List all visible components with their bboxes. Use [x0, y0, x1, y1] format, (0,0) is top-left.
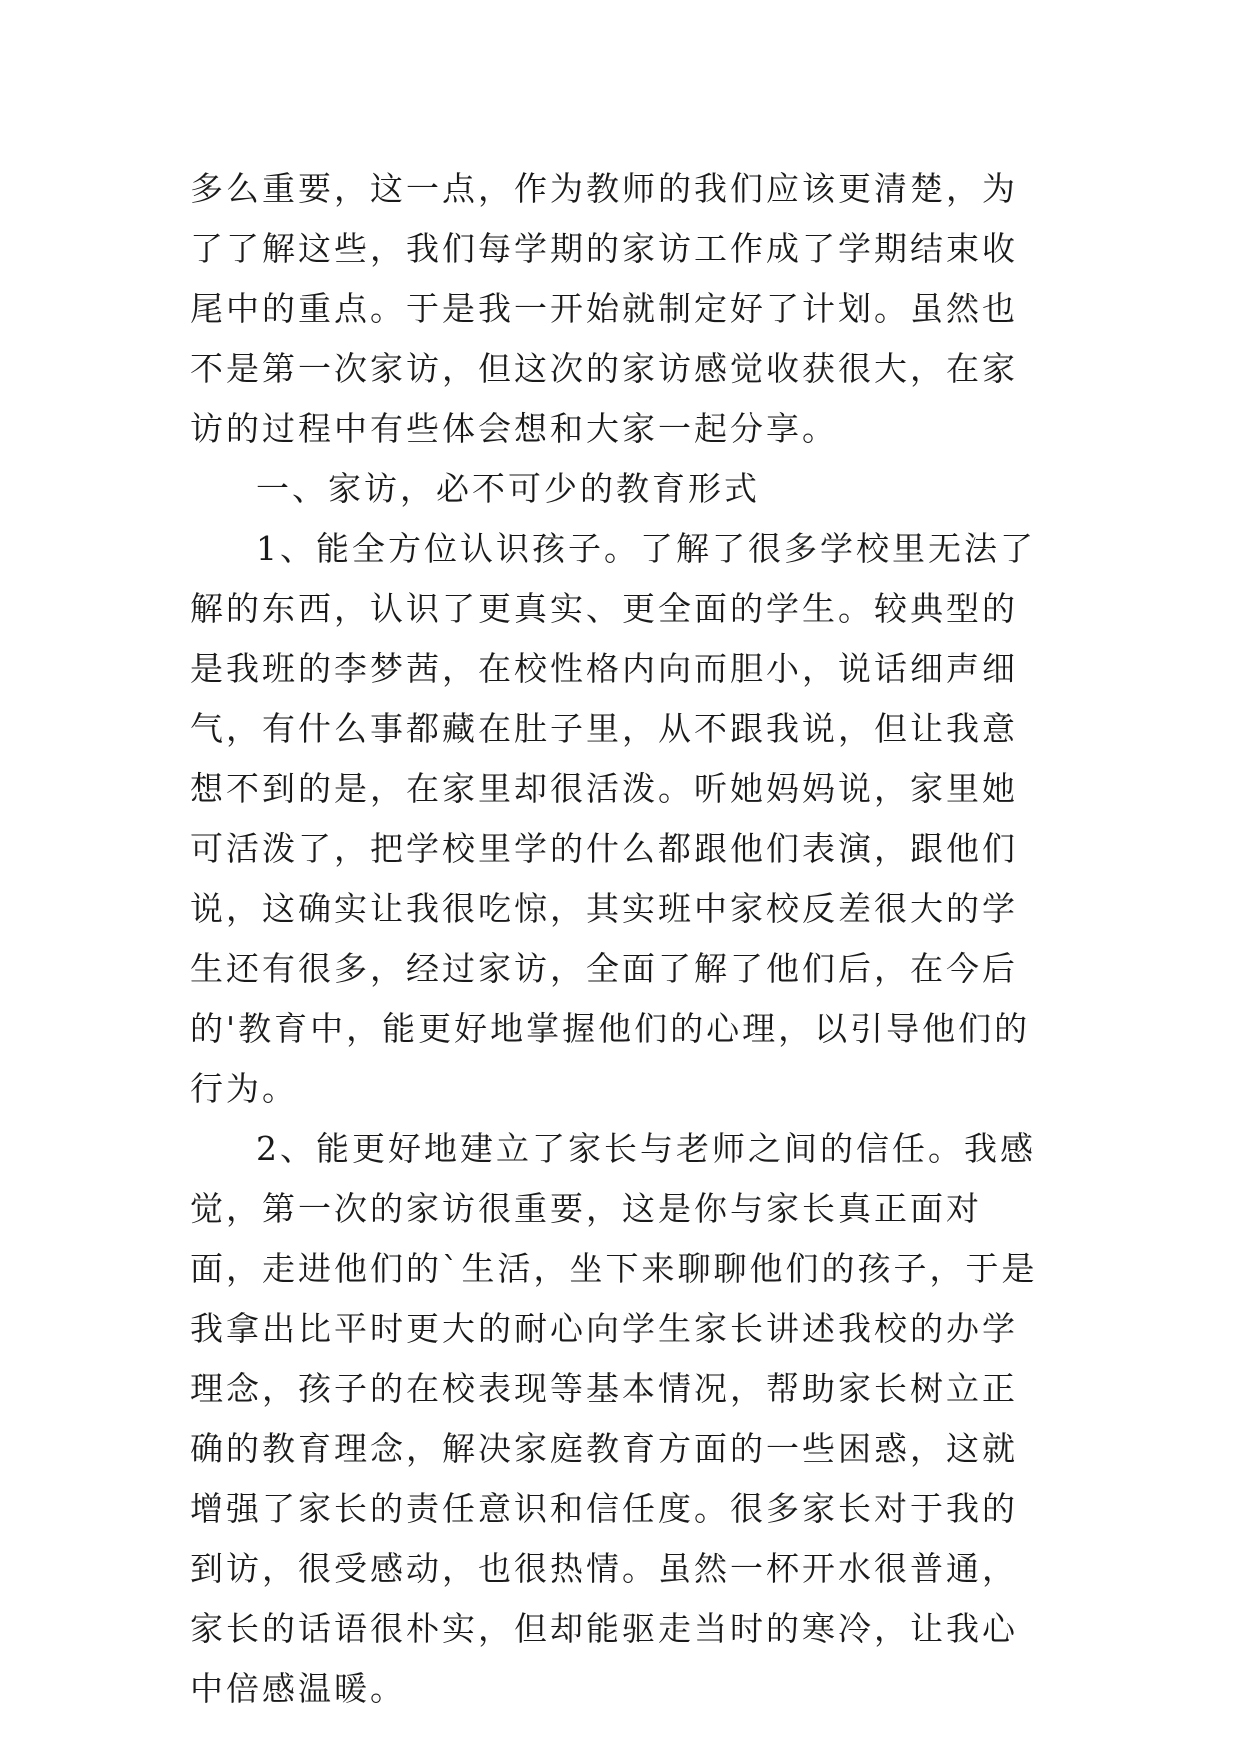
paragraph-point-2: 2、能更好地建立了家长与老师之间的信任。我感觉，第一次的家访很重要，这是你与家长真正面对面，走进他们的`生活，坐下来聊聊他们的孩子，于是我拿出比平时更大的耐心向学生家长讲述我校的办学理念，孩子的在校表现等基本情况，帮助家长树立正确的教育理念，解决家庭教育方面的一些困惑，这就增强了家长的责任意识和信任度。很多家长对于我的到访，很受感动，也很热情。虽然一杯开水很普通，家长的话语很朴实，但却能驱走当时的寒冷，让我心中倍感温暖。 [190, 1129, 1038, 1708]
document-body [190, 159, 1050, 1719]
section-heading: 一、家访，必不可少的教育形式 [256, 469, 760, 508]
paragraph-point-1: 1、能全方位认识孩子。了解了很多学校里无法了解的东西，认识了更真实、更全面的学生。较典型的是我班的李梦茜，在校性格内向而胆小，说话细声细气，有什么事都藏在肚子里，从不跟我说，但让我意想不到的是，在家里却很活泼。听她妈妈说，家里她可活泼了，把学校里学的什么都跟他们表演，跟他们说，这确实让我很吃惊，其实班中家校反差很大的学生还有很多，经过家访，全面了解了他们后，在今后的'教育中，能更好地掌握他们的心理，以引导他们的行为。 [190, 529, 1036, 1108]
paragraph-intro: 多么重要，这一点，作为教师的我们应该更清楚，为了了解这些，我们每学期的家访工作成了学期结束收尾中的重点。于是我一开始就制定好了计划。虽然也不是第一次家访，但这次的家访感觉收获很大，在家访的过程中有些体会想和大家一起分享。 [190, 169, 1018, 448]
